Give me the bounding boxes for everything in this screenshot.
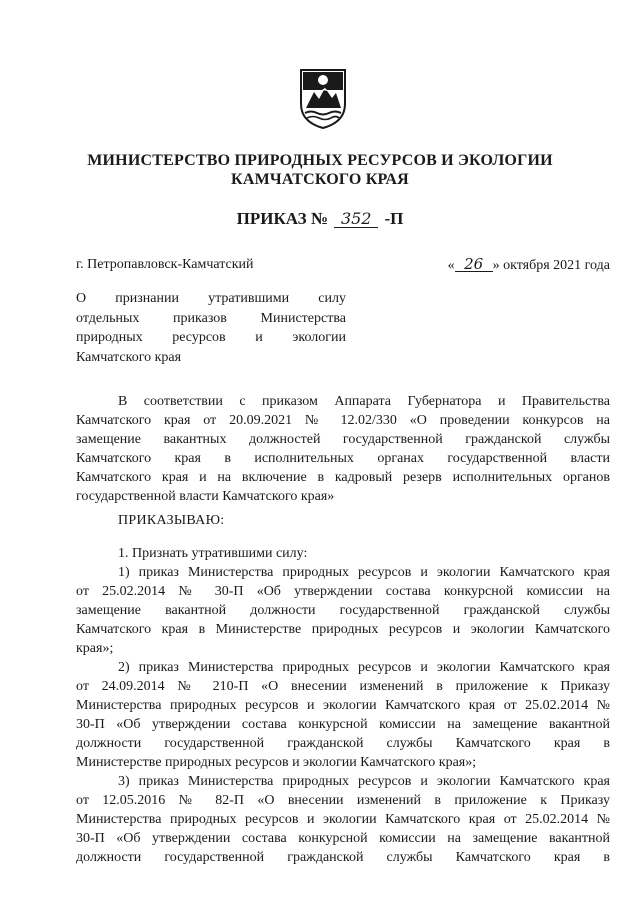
body-line: от 12.05.2016 № 82-П «О внесении изменений в приложение к Приказу (76, 793, 610, 808)
preamble-line: Камчатского края в исполнительных органах государственной власти (76, 451, 610, 466)
body-line: Министерства природных ресурсов и экологии Камчатского края от 25.02.2014 № (76, 812, 610, 827)
body-line: Министерства природных ресурсов и экологии Камчатского края от 25.02.2014 № (76, 698, 610, 713)
subject-line: О признании утратившими силу (76, 291, 346, 306)
body-line: Министерстве природных ресурсов и экологии Камчатского края»; (76, 755, 477, 770)
body-line: от 25.02.2014 № 30-П «Об утверждении состава конкурсной комиссии на (76, 584, 610, 599)
order-word: ПРИКАЗЫВАЮ: (118, 513, 225, 528)
body-line: замещение вакантной должности государственной гражданской службы (76, 603, 610, 618)
city: г. Петропавловск-Камчатский (76, 257, 254, 272)
subject-line: природных ресурсов и экологии (76, 330, 346, 345)
preamble-paragraph (76, 392, 610, 506)
date-day: 26 (455, 257, 493, 272)
order-title (0, 209, 640, 229)
preamble-line: Камчатского края и на включение в кадровый резерв исполнительных органов (76, 470, 610, 485)
preamble-line: государственной власти Камчатского края» (76, 489, 335, 504)
date-month-year: октября 2021 года (503, 258, 610, 273)
body-line: 1) приказ Министерства природных ресурсов и экологии Камчатского края (118, 565, 610, 580)
order-prefix: ПРИКАЗ № (236, 209, 328, 228)
body-line: 30-П «Об утверждении состава конкурсной комиссии на замещение вакантной (76, 717, 610, 732)
preamble-line: В соответствии с приказом Аппарата Губернатора и Правительства (118, 394, 610, 409)
order-subject (76, 289, 346, 367)
body-line: края»; (76, 641, 114, 656)
preamble-line: Камчатского края от 20.09.2021 № 12.02/330 «О проведении конкурсов на (76, 413, 610, 428)
order-body (76, 544, 610, 867)
body-line: от 24.09.2014 № 210-П «О внесении изменений в приложение к Приказу (76, 679, 610, 694)
order-number: 352 (334, 211, 378, 228)
body-line: Камчатского края в Министерстве природных ресурсов и экологии Камчатского (76, 622, 610, 637)
ministry-name-line1: МИНИСТЕРСТВО ПРИРОДНЫХ РЕСУРСОВ И ЭКОЛОГИИ (87, 152, 553, 169)
order-date (448, 257, 610, 274)
date-close-quote: » (492, 258, 500, 273)
preamble-line: замещение вакантных должностей государственной гражданской службы (76, 432, 610, 447)
coat-of-arms-icon (298, 68, 348, 130)
ministry-name-line2: КАМЧАТСКОГО КРАЯ (231, 171, 409, 188)
body-line: 1. Признать утратившими силу: (118, 546, 308, 561)
body-line: должности государственной гражданской службы Камчатского края в (76, 850, 610, 865)
subject-line: отдельных приказов Министерства (76, 310, 346, 326)
order-suffix: -П (384, 209, 404, 228)
body-line: должности государственной гражданской службы Камчатского края в (76, 736, 610, 751)
body-line: 30-П «Об утверждении состава конкурсной комиссии на замещение вакантной (76, 831, 610, 846)
body-line: 2) приказ Министерства природных ресурсов и экологии Камчатского края (118, 660, 610, 675)
subject-line: Камчатского края (76, 349, 182, 365)
date-open-quote: « (447, 258, 455, 273)
body-line: 3) приказ Министерства природных ресурсов и экологии Камчатского края (118, 774, 610, 789)
